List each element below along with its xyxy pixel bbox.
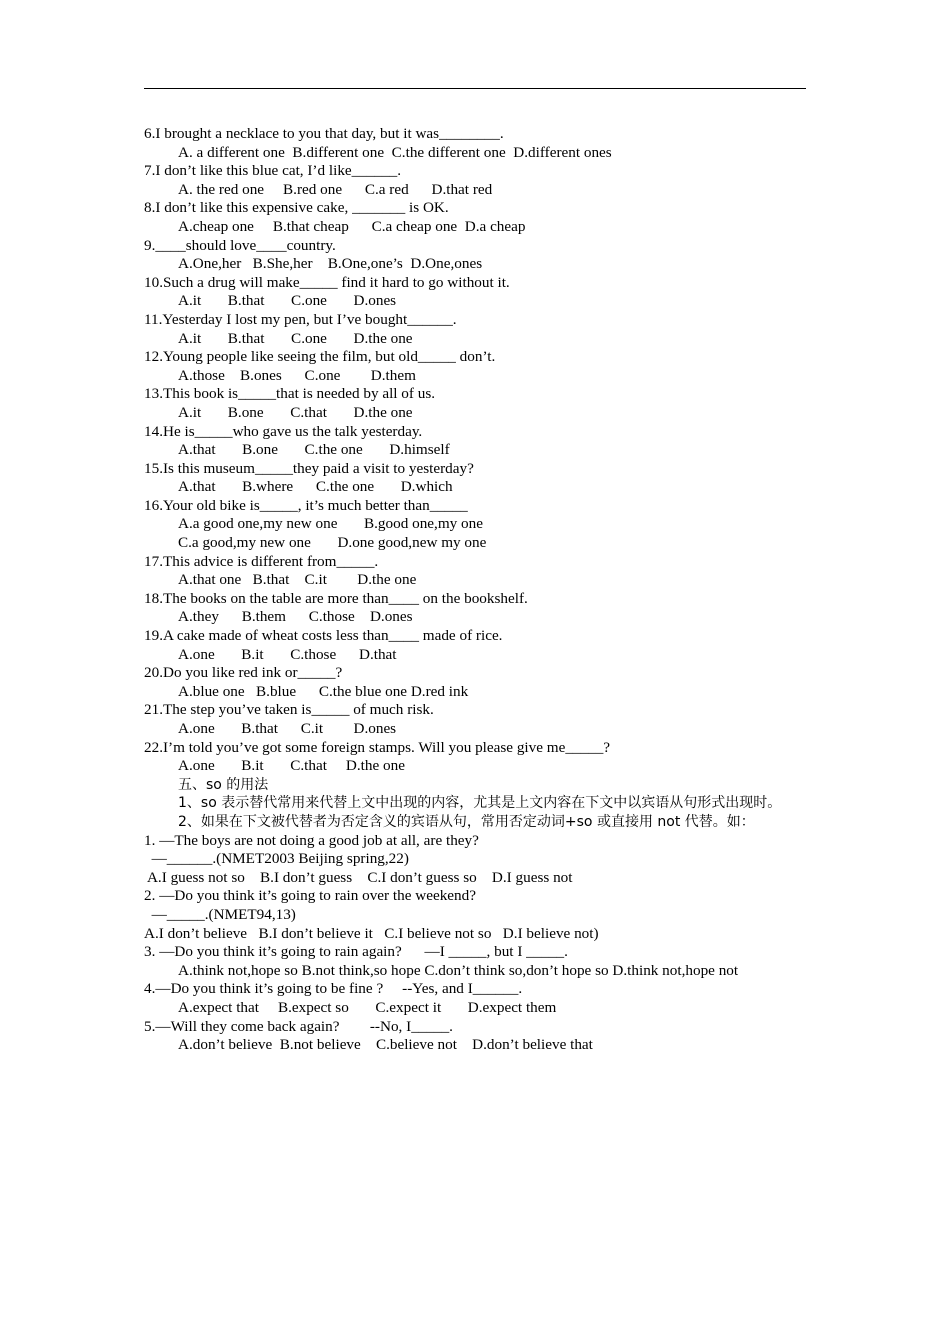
answer-options: A. a different one B.different one C.the different one D.different ones [178, 143, 612, 161]
text-line: 11.Yesterday I lost my pen, but I’ve bought______. [144, 310, 457, 328]
answer-options: A.don’t believe B.not believe C.believe not D.don’t believe that [178, 1036, 593, 1054]
text-line: 9.____should love____country. [144, 236, 336, 254]
text-line: —______.(NMET2003 Beijing spring,22) [144, 850, 409, 868]
answer-options: A.one B.it C.that D.the one [178, 757, 405, 775]
answer-options: A.it B.that C.one D.the one [178, 329, 413, 347]
answer-options: A.it B.that C.one D.ones [178, 292, 397, 310]
answer-options: A. the red one B.red one C.a red D.that red [178, 180, 493, 198]
answer-options: A.that B.where C.the one D.which [178, 478, 453, 496]
answer-options: A.that B.one C.the one D.himself [178, 441, 450, 459]
text-line: 1、so 表示替代常用来代替上文中出现的内容，尤其是上文内容在下文中以宾语从句形式出现时。 [178, 795, 782, 812]
text-line: 12.Young people like seeing the film, but old_____ don’t. [144, 348, 496, 366]
text-line: —_____.(NMET94,13) [144, 905, 296, 923]
text-line: 22.I’m told you’ve got some foreign stamps. Will you please give me_____? [144, 738, 611, 756]
answer-options: A.expect that B.expect so C.expect it D.expect them [178, 998, 557, 1016]
text-line: 5.—Will they come back again? --No, I_____. [144, 1017, 453, 1035]
answer-options: A.it B.one C.that D.the one [178, 403, 413, 421]
text-line: 17.This advice is different from_____. [144, 552, 379, 570]
text-line: 15.Is this museum_____they paid a visit to yesterday? [144, 459, 474, 477]
answer-options: A.I guess not so B.I don’t guess C.I don’t guess so D.I guess not [144, 868, 573, 886]
text-line: 3. —Do you think it’s going to rain again? —I _____, but I _____. [144, 943, 568, 961]
text-line: 8.I don’t like this expensive cake, _______ is OK. [144, 199, 449, 217]
text-line: 14.He is_____who gave us the talk yesterday. [144, 422, 423, 440]
answer-options: A.that one B.that C.it D.the one [178, 571, 417, 589]
text-line: 4.—Do you think it’s going to be fine ? --Yes, and I______. [144, 980, 523, 998]
answer-options: A.a good one,my new one B.good one,my one [178, 515, 483, 533]
text-line: 6.I brought a necklace to you that day, but it was________. [144, 125, 504, 142]
text-line: 13.This book is_____that is needed by all of us. [144, 385, 436, 403]
text-line: 2. —Do you think it’s going to rain over the weekend? [144, 887, 476, 905]
text-line: 20.Do you like red ink or_____? [144, 664, 343, 682]
answer-options: C.a good,my new one D.one good,new my one [178, 534, 487, 552]
answer-options: A.I don’t believe B.I don’t believe it C.I believe not so D.I believe not) [144, 924, 599, 942]
document-body [144, 125, 808, 1055]
text-line: 19.A cake made of wheat costs less than____ made of rice. [144, 627, 503, 645]
text-line: 2、如果在下文被代替者为否定含义的宾语从句，常用否定动词+so 或直接用 not 代替。如： [178, 813, 755, 830]
header-rule [144, 88, 806, 89]
answer-options: A.they B.them C.those D.ones [178, 608, 413, 626]
text-line: 10.Such a drug will make_____ find it hard to go without it. [144, 273, 510, 291]
answer-options: A.One,her B.She,her B.One,one’s D.One,ones [178, 255, 483, 273]
answer-options: A.one B.that C.it D.ones [178, 720, 397, 737]
text-line: 16.Your old bike is_____, it’s much better than_____ [144, 496, 468, 514]
answer-options: A.one B.it C.those D.that [178, 645, 397, 663]
text-line: 五、so 的用法 [178, 776, 269, 793]
text-line: 7.I don’t like this blue cat, I’d like______. [144, 162, 402, 180]
text-line: 18.The books on the table are more than____ on the bookshelf. [144, 589, 528, 607]
answer-options: A.think not,hope so B.not think,so hope C.don’t think so,don’t hope so D.think not,hope not [178, 961, 739, 979]
answer-options: A.cheap one B.that cheap C.a cheap one D.a cheap [178, 217, 526, 235]
answer-options: A.blue one B.blue C.the blue one D.red ink [178, 682, 469, 700]
text-line: 1. —The boys are not doing a good job at all, are they? [144, 831, 479, 849]
text-line: 21.The step you’ve taken is_____ of much risk. [144, 701, 434, 719]
answer-options: A.those B.ones C.one D.them [178, 366, 416, 384]
